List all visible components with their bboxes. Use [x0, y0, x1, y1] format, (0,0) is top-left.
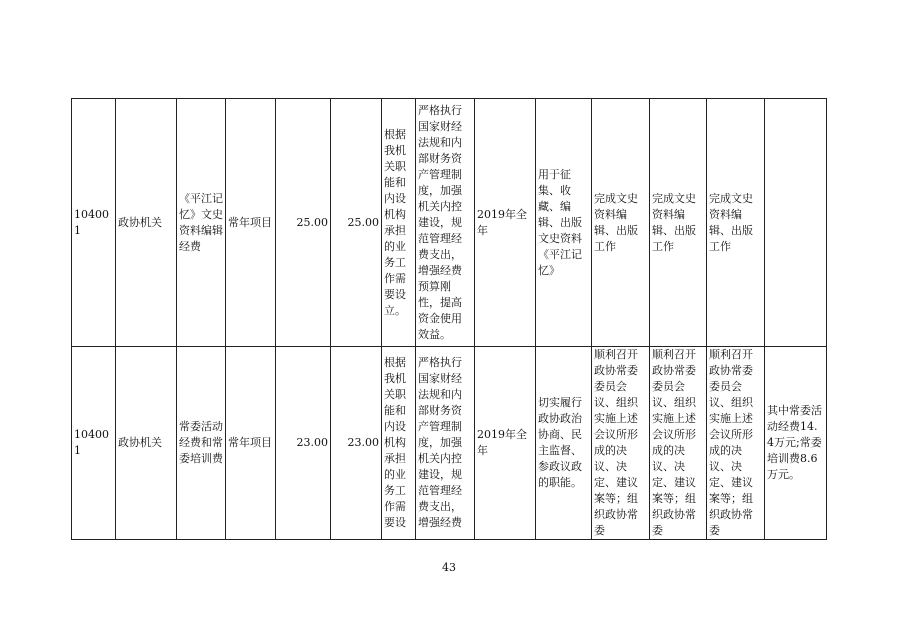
cell-measures: 严格执行国家财经法规和内部财务资产管理制度，加强机关内控建设，规范管理经费支出，增强经费预算刚性，提高资金使用效益。 [416, 99, 475, 347]
cell-basis: 根据我机关职能和内设机构承担的业务工作需要设立。 [382, 99, 416, 347]
budget-table [71, 98, 827, 540]
cell-amount-a: 23.00 [276, 347, 331, 540]
cell-purpose: 用于征集、收藏、编辑、出版文史资料《平江记忆》 [536, 99, 592, 347]
cell-period: 2019年全年 [475, 347, 536, 540]
cell-goal-3: 完成文史资料编辑、出版工作 [707, 99, 765, 347]
cell-measures: 严格执行国家财经法规和内部财务资产管理制度，加强机关内控建设，规范管理经费支出，增强经费 [418, 356, 462, 529]
cell-goal-2: 完成文史资料编辑、出版工作 [650, 99, 707, 347]
cell-goal-1-wrap [592, 347, 650, 540]
cell-goal-1: 完成文史资料编辑、出版工作 [592, 99, 650, 347]
cell-type: 常年项目 [226, 347, 276, 540]
cell-goal-2: 顺利召开政协常委委员会议、组织实施上述会议所形成的决议、决定、建议案等；组织政协常委 [652, 348, 696, 537]
cell-amount-a: 25.00 [276, 99, 331, 347]
cell-project: 常委活动经费和常委培训费 [177, 347, 226, 540]
cell-purpose: 切实履行政协政治协商、民主监督、参政议政的职能。 [536, 347, 592, 540]
cell-period: 2019年全年 [475, 99, 536, 347]
cell-measures-wrap [416, 347, 475, 540]
cell-type: 常年项目 [226, 99, 276, 347]
cell-note [765, 99, 827, 347]
cell-note: 其中常委活动经费14.4万元;常委培训费8.6万元。 [765, 347, 827, 540]
cell-amount-b: 23.00 [331, 347, 382, 540]
cell-goal-3: 顺利召开政协常委委员会议、组织实施上述会议所形成的决议、决定、建议案等；组织政协常委 [709, 348, 753, 537]
cell-unit: 政协机关 [116, 347, 177, 540]
cell-project: 《平江记忆》文史资料编辑经费 [177, 99, 226, 347]
cell-unit: 政协机关 [116, 99, 177, 347]
table-row [72, 99, 827, 347]
cell-code: 104001 [72, 347, 116, 540]
cell-goal-2-wrap [650, 347, 707, 540]
page-number: 43 [442, 561, 456, 574]
cell-goal-3-wrap [707, 347, 765, 540]
cell-basis: 根据我机关职能和内设机构承担的业务工作需要设 [384, 356, 406, 529]
table-row [72, 347, 827, 540]
cell-code: 104001 [72, 99, 116, 347]
cell-amount-b: 25.00 [331, 99, 382, 347]
cell-goal-1: 顺利召开政协常委委员会议、组织实施上述会议所形成的决议、决定、建议案等；组织政协常委 [594, 348, 638, 537]
cell-basis-wrap [382, 347, 416, 540]
